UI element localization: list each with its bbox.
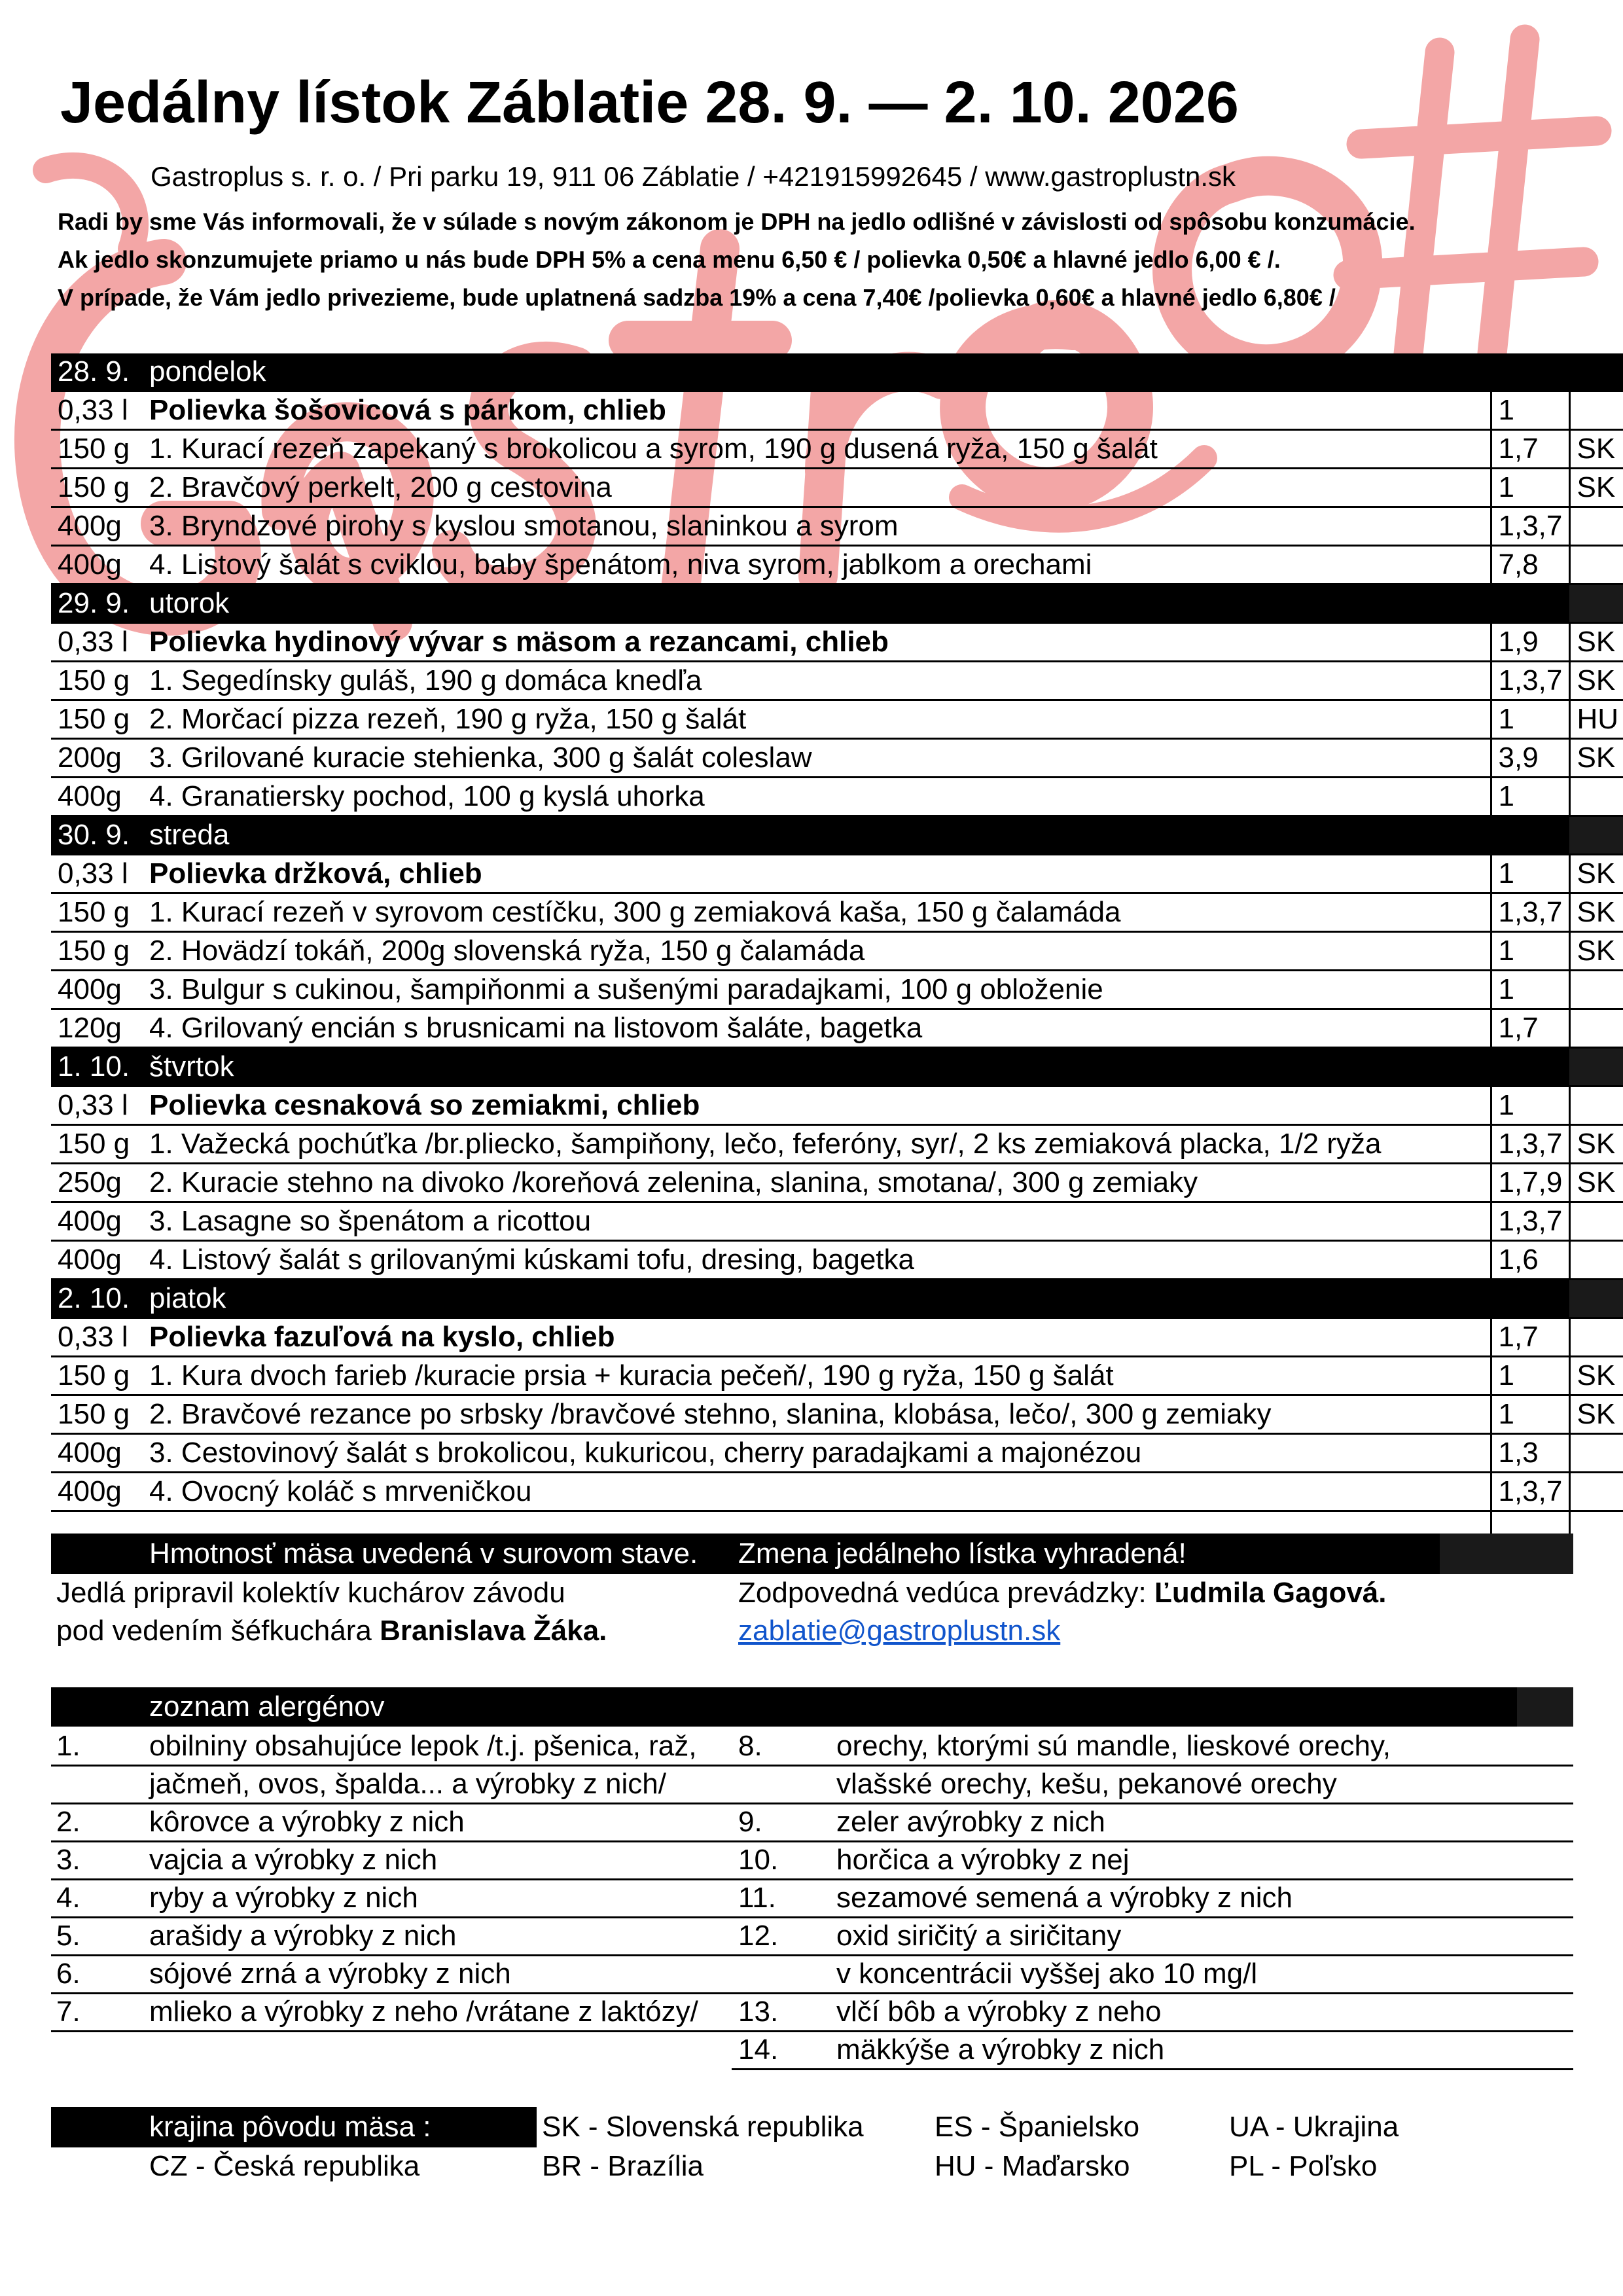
item-weight: 200g	[51, 739, 143, 778]
item-origin: SK	[1569, 662, 1623, 700]
item-origin: SK	[1569, 893, 1623, 932]
item-weight: 400g	[51, 1241, 143, 1280]
allergen-list-header	[51, 1687, 1573, 1727]
item-name: 4. Listový šalát s cviklou, baby špenátom, niva syrom, jablkom a orechami	[143, 546, 1491, 584]
allergen-text: sójové zrná a výrobky z nich	[149, 1958, 511, 1990]
day-date: 1. 10.	[51, 1048, 143, 1086]
item-weight: 250g	[51, 1164, 143, 1202]
allergen-num: 7.	[56, 1996, 80, 2028]
row-divider	[51, 1765, 1573, 1767]
item-name: 2. Bravčové rezance po srbsky /bravčové stehno, slanina, klobása, lečo/, 300 g zemiaky	[143, 1395, 1491, 1434]
item-name: 4. Granatiersky pochod, 100 g kyslá uhorka	[143, 778, 1491, 816]
row-divider	[51, 1916, 1573, 1918]
meat-weight-note: Hmotnosť mäsa uvedená v surovom stave.	[149, 1537, 698, 1570]
allergen-num: 9.	[738, 1806, 762, 1838]
allergen-num: 12.	[738, 1920, 779, 1952]
menu-row	[51, 1318, 1623, 1357]
item-name: 3. Cestovinový šalát s brokolicou, kukuricou, cherry paradajkami a majonézou	[143, 1434, 1491, 1473]
item-weight: 400g	[51, 971, 143, 1009]
day-name: streda	[143, 816, 1491, 855]
item-allergens: 7,8	[1491, 546, 1569, 584]
item-allergens: 1,3,7	[1491, 1473, 1569, 1511]
item-name: Polievka fazuľová na kyslo, chlieb	[143, 1318, 1491, 1357]
menu-row	[51, 1395, 1623, 1434]
allergen-text: mlieko a výrobky z neho /vrátane z laktózy/	[149, 1996, 698, 2028]
day-header	[51, 816, 1623, 855]
item-allergens: 1	[1491, 1357, 1569, 1395]
page-title: Jedálny lístok Záblatie 28. 9. — 2. 10. 2026	[60, 70, 1239, 135]
item-allergens: 1,9	[1491, 623, 1569, 662]
item-weight: 400g	[51, 1434, 143, 1473]
row-divider	[51, 2030, 1573, 2032]
row-divider	[51, 1840, 1573, 1842]
item-name: 2. Bravčový perkelt, 200 g cestovina	[143, 469, 1491, 507]
item-name: 1. Kura dvoch farieb /kuracie prsia + kuracia pečeň/, 190 g ryža, 150 g šalát	[143, 1357, 1491, 1395]
origin-country: SK - Slovenská republika	[542, 2111, 864, 2143]
day-header	[51, 584, 1623, 623]
vat-info-line-3: V prípade, že Vám jedlo privezieme, bude uplatnená sadzba 19% a cena 7,40€ /polievka 0,60€ a hlavné jedlo 6,80€ /	[58, 284, 1336, 311]
allergen-text: v koncentrácii vyššej ako 10 mg/l	[836, 1958, 1258, 1990]
item-origin: SK	[1569, 739, 1623, 778]
manager-note: Zodpovedná vedúca prevádzky: Ľudmila Gagová.	[738, 1577, 1387, 1609]
allergen-text: vlašské orechy, kešu, pekanové orechy	[836, 1768, 1337, 1800]
item-allergens: 1	[1491, 778, 1569, 816]
item-origin: SK	[1569, 932, 1623, 971]
allergen-num: 2.	[56, 1806, 80, 1838]
item-name: 3. Bryndzové pirohy s kyslou smotanou, slaninkou a syrom	[143, 507, 1491, 546]
vat-info-line-1: Radi by sme Vás informovali, že v súlade s novým zákonom je DPH na jedlo odlišné v závislosti od spôsobu konzumácie.	[58, 208, 1416, 235]
item-origin: HU	[1569, 700, 1623, 739]
item-allergens: 1,3,7	[1491, 507, 1569, 546]
menu-row	[51, 1241, 1623, 1280]
menu-row	[51, 1009, 1623, 1048]
item-origin	[1569, 546, 1623, 584]
item-origin: SK	[1569, 1164, 1623, 1202]
origin-country: ES - Španielsko	[935, 2111, 1140, 2143]
item-name: Polievka držková, chlieb	[143, 855, 1491, 893]
menu-row	[51, 507, 1623, 546]
menu-row	[51, 546, 1623, 584]
item-weight: 150 g	[51, 1125, 143, 1164]
item-weight: 0,33 l	[51, 1086, 143, 1125]
item-weight: 0,33 l	[51, 391, 143, 430]
day-header	[51, 1280, 1623, 1318]
allergen-text: obilniny obsahujúce lepok /t.j. pšenica, raž,	[149, 1730, 697, 1762]
item-allergens: 1,3	[1491, 1434, 1569, 1473]
item-origin: SK	[1569, 430, 1623, 469]
menu-row	[51, 932, 1623, 971]
allergen-text: horčica a výrobky z nej	[836, 1844, 1130, 1876]
day-header	[51, 353, 1623, 391]
item-weight: 0,33 l	[51, 623, 143, 662]
allergen-text: oxid siričitý a siričitany	[836, 1920, 1122, 1952]
allergen-num: 14.	[738, 2034, 779, 2066]
menu-row	[51, 469, 1623, 507]
item-origin: SK	[1569, 1125, 1623, 1164]
menu-row	[51, 739, 1623, 778]
menu-row	[51, 1473, 1623, 1511]
item-name: 2. Morčací pizza rezeň, 190 g ryža, 150 g šalát	[143, 700, 1491, 739]
item-weight: 400g	[51, 1202, 143, 1241]
menu-row	[51, 1164, 1623, 1202]
menu-row	[51, 1434, 1623, 1473]
item-name: 3. Bulgur s cukinou, šampiňonmi a sušenými paradajkami, 100 g obloženie	[143, 971, 1491, 1009]
item-name: 1. Važecká pochúťka /br.pliecko, šampiňony, lečo, feferóny, syr/, 2 ks zemiaková placka, 1/2 ryža	[143, 1125, 1491, 1164]
day-name: piatok	[143, 1280, 1491, 1318]
origin-country: BR - Brazília	[542, 2150, 704, 2182]
item-origin	[1569, 507, 1623, 546]
allergen-num: 10.	[738, 1844, 779, 1876]
allergen-num: 11.	[738, 1882, 776, 1914]
kitchen-note-line-2: pod vedením šéfkuchára Branislava Žáka.	[56, 1615, 607, 1647]
item-allergens: 3,9	[1491, 739, 1569, 778]
allergen-text: orechy, ktorými sú mandle, lieskové orechy,	[836, 1730, 1391, 1762]
allergen-text: zeler avýrobky z nich	[836, 1806, 1105, 1838]
item-weight: 150 g	[51, 1357, 143, 1395]
item-allergens: 1,6	[1491, 1241, 1569, 1280]
item-weight: 400g	[51, 546, 143, 584]
item-weight: 150 g	[51, 662, 143, 700]
item-name: 1. Kurací rezeň v syrovom cestíčku, 300 g zemiaková kaša, 150 g čalamáda	[143, 893, 1491, 932]
item-weight: 400g	[51, 507, 143, 546]
item-name: 2. Hovädzí tokáň, 200g slovenská ryža, 150 g čalamáda	[143, 932, 1491, 971]
kitchen-note-line-1: Jedlá pripravil kolektív kuchárov závodu	[56, 1577, 565, 1609]
menu-row	[51, 623, 1623, 662]
item-origin: SK	[1569, 855, 1623, 893]
allergen-text: kôrovce a výrobky z nich	[149, 1806, 465, 1838]
manager-name: Ľudmila Gagová.	[1154, 1577, 1387, 1609]
allergen-num: 13.	[738, 1996, 779, 2028]
origin-country: HU - Maďarsko	[935, 2150, 1130, 2182]
allergen-num: 1.	[56, 1730, 80, 1762]
item-origin	[1569, 1473, 1623, 1511]
allergen-num: 8.	[738, 1730, 762, 1762]
allergen-num: 3.	[56, 1844, 80, 1876]
item-name: Polievka hydinový vývar s mäsom a rezancami, chlieb	[143, 623, 1491, 662]
allergen-text: vlčí bôb a výrobky z neho	[836, 1996, 1162, 2028]
item-origin	[1569, 1086, 1623, 1125]
item-allergens: 1	[1491, 855, 1569, 893]
item-origin	[1569, 391, 1623, 430]
item-name: 4. Ovocný koláč s mrveničkou	[143, 1473, 1491, 1511]
menu-change-note: Zmena jedálneho lístka vyhradená!	[738, 1537, 1186, 1570]
item-allergens: 1	[1491, 700, 1569, 739]
item-name: Polievka cesnaková so zemiakmi, chlieb	[143, 1086, 1491, 1125]
menu-row	[51, 1357, 1623, 1395]
footer-band	[51, 1534, 1573, 1574]
item-weight: 400g	[51, 778, 143, 816]
item-weight: 120g	[51, 1009, 143, 1048]
contact-email-link[interactable]: zablatie@gastroplustn.sk	[738, 1615, 1061, 1647]
allergen-text: jačmeň, ovos, špalda... a výrobky z nich/	[149, 1768, 666, 1800]
row-divider	[51, 1954, 1573, 1956]
day-name: pondelok	[143, 353, 1491, 391]
row-divider	[732, 2068, 1573, 2070]
item-origin	[1569, 1202, 1623, 1241]
item-name: Polievka šošovicová s párkom, chlieb	[143, 391, 1491, 430]
item-origin: SK	[1569, 469, 1623, 507]
item-weight: 150 g	[51, 893, 143, 932]
item-name: 3. Grilované kuracie stehienka, 300 g šalát coleslaw	[143, 739, 1491, 778]
item-allergens: 1,3,7	[1491, 1125, 1569, 1164]
item-allergens: 1	[1491, 971, 1569, 1009]
menu-row	[51, 971, 1623, 1009]
allergen-num: 5.	[56, 1920, 80, 1952]
menu-row	[51, 662, 1623, 700]
item-origin	[1569, 1434, 1623, 1473]
item-allergens: 1	[1491, 469, 1569, 507]
allergen-text: sezamové semená a výrobky z nich	[836, 1882, 1293, 1914]
item-allergens: 1,7,9	[1491, 1164, 1569, 1202]
item-allergens: 1,7	[1491, 430, 1569, 469]
day-date: 29. 9.	[51, 584, 143, 623]
item-name: 4. Listový šalát s grilovanými kúskami tofu, dresing, bagetka	[143, 1241, 1491, 1280]
allergen-text: ryby a výrobky z nich	[149, 1882, 418, 1914]
day-date: 2. 10.	[51, 1280, 143, 1318]
item-name: 1. Kurací rezeň zapekaný s brokolicou a syrom, 190 g dusená ryža, 150 g šalát	[143, 430, 1491, 469]
allergen-text: arašidy a výrobky z nich	[149, 1920, 457, 1952]
menu-row	[51, 700, 1623, 739]
day-name: utorok	[143, 584, 1491, 623]
item-allergens: 1,7	[1491, 1009, 1569, 1048]
day-header	[51, 1048, 1623, 1086]
menu-row	[51, 1086, 1623, 1125]
menu-row	[51, 1125, 1623, 1164]
item-allergens: 1,3,7	[1491, 662, 1569, 700]
allergen-text: vajcia a výrobky z nich	[149, 1844, 438, 1876]
item-origin: SK	[1569, 1395, 1623, 1434]
item-allergens: 1	[1491, 1395, 1569, 1434]
item-allergens: 1,7	[1491, 1318, 1569, 1357]
item-origin	[1569, 1009, 1623, 1048]
item-weight: 400g	[51, 1473, 143, 1511]
row-divider	[51, 1878, 1573, 1880]
item-allergens: 1,3,7	[1491, 1202, 1569, 1241]
item-name: 2. Kuracie stehno na divoko /koreňová zelenina, slanina, smotana/, 300 g zemiaky	[143, 1164, 1491, 1202]
origin-country: PL - Poľsko	[1229, 2150, 1378, 2182]
day-date: 30. 9.	[51, 816, 143, 855]
row-divider	[51, 1803, 1573, 1804]
day-date: 28. 9.	[51, 353, 143, 391]
allergen-text: mäkkýše a výrobky z nich	[836, 2034, 1165, 2066]
vat-info-line-2: Ak jedlo skonzumujete priamo u nás bude DPH 5% a cena menu 6,50 € / polievka 0,50€ a hlavné jedlo 6,00 € /.	[58, 246, 1281, 273]
origin-country: UA - Ukrajina	[1229, 2111, 1399, 2143]
menu-row	[51, 855, 1623, 893]
chef-name: Branislava Žáka.	[380, 1615, 607, 1647]
allergen-num: 4.	[56, 1882, 80, 1914]
item-weight: 150 g	[51, 430, 143, 469]
menu-row	[51, 778, 1623, 816]
item-weight: 150 g	[51, 700, 143, 739]
menu-table	[51, 353, 1623, 1549]
item-allergens: 1,3,7	[1491, 893, 1569, 932]
allergen-num: 6.	[56, 1958, 80, 1990]
item-name: 1. Segedínsky guláš, 190 g domáca knedľa	[143, 662, 1491, 700]
row-divider	[51, 1992, 1573, 1994]
item-origin	[1569, 971, 1623, 1009]
item-weight: 150 g	[51, 1395, 143, 1434]
item-origin: SK	[1569, 623, 1623, 662]
menu-row	[51, 1202, 1623, 1241]
item-allergens: 1	[1491, 932, 1569, 971]
item-weight: 150 g	[51, 469, 143, 507]
company-info: Gastroplus s. r. o. / Pri parku 19, 911 06 Záblatie / +421915992645 / www.gastroplustn.sk	[151, 161, 1236, 192]
item-origin	[1569, 1241, 1623, 1280]
item-weight: 150 g	[51, 932, 143, 971]
item-name: 4. Grilovaný encián s brusnicami na listovom šaláte, bagetka	[143, 1009, 1491, 1048]
allergen-list-title: zoznam alergénov	[149, 1691, 385, 1723]
item-weight: 0,33 l	[51, 855, 143, 893]
origin-label: krajina pôvodu mäsa :	[149, 2111, 431, 2143]
item-name: 3. Lasagne so špenátom a ricottou	[143, 1202, 1491, 1241]
menu-row	[51, 893, 1623, 932]
menu-row	[51, 391, 1623, 430]
menu-row	[51, 430, 1623, 469]
day-name: štvrtok	[143, 1048, 1491, 1086]
item-origin	[1569, 1318, 1623, 1357]
item-allergens: 1	[1491, 1086, 1569, 1125]
item-origin	[1569, 778, 1623, 816]
item-weight: 0,33 l	[51, 1318, 143, 1357]
origin-country: CZ - Česká republika	[149, 2150, 420, 2182]
origin-label-band	[51, 2107, 537, 2147]
item-allergens: 1	[1491, 391, 1569, 430]
item-origin: SK	[1569, 1357, 1623, 1395]
